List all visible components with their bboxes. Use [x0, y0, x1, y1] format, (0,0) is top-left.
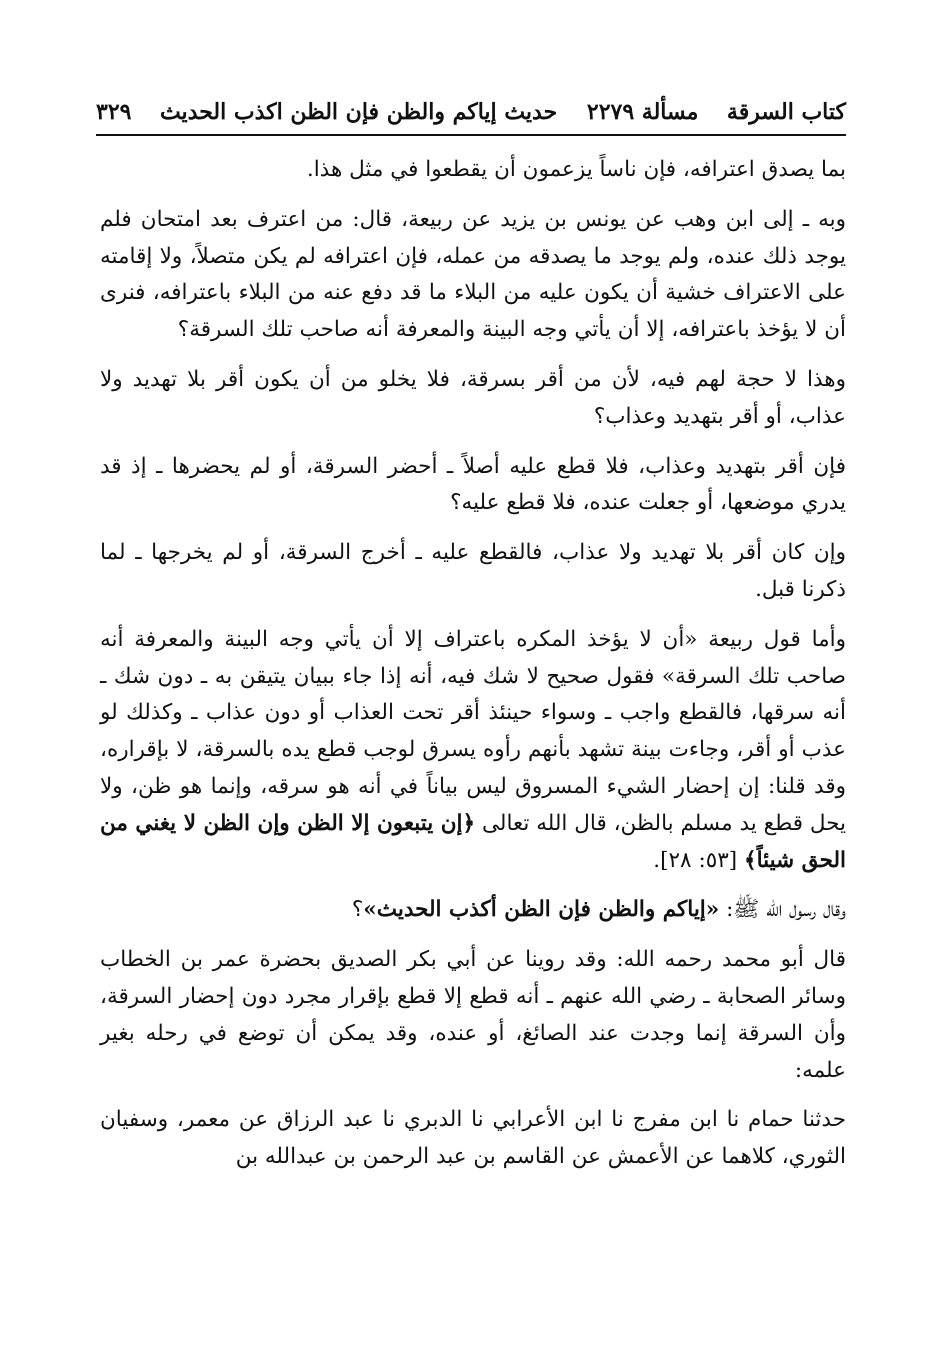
paragraph-text: فإن أقر بتهديد وعذاب، فلا قطع عليه أصلاً ـ أحضر السرقة، أو لم يحضرها ـ إذ قد يدري موضعها، أو جعلت عنده، فلا قطع عليه؟: [100, 453, 846, 516]
paragraph-text: وقال رسول الله ﷺ:: [719, 897, 846, 923]
hadith-title: حديث إياكم والظن فإن الظن اكذب الحديث: [159, 99, 558, 125]
issue-label: مسألة ٢٢٧٩: [586, 99, 699, 125]
paragraph-text: وأما قول ربيعة «أن لا يؤخذ المكره باعتراف إلا أن يأتي وجه البينة والمعرفة أنه صاحب تلك السرقة» فقول صحيح لا شك فيه، أنه إذا جاء ببيان يتيقن به ـ دون شك ـ أنه سرقها، فالقطع واجب ـ وسواء حينئذ أقر تحت العذاب أو دون عذاب ـ وكذلك لو عذب أو أقر، وجاءت بينة تشهد بأنهم رأوه يسرق لوجب قطع يده بالسرقة، لا بإقراره، وقد قلنا: إن إحضار الشيء المسروق ليس بياناً في أنه هو سرقه، وإنما هو ظن، ولا يحل قطع يد مسلم بالظن، قال الله تعالى: [100, 626, 846, 836]
paragraph-text: حدثنا حمام نا ابن مفرج نا ابن الأعرابي نا الدبري نا عبد الرزاق عن معمر، وسفيان الثوري، كلاهما عن الأعمش عن القاسم بن عبد الرحمن بن عبدالله بن: [100, 1107, 846, 1170]
header-rule: [96, 134, 846, 136]
book-title: كتاب السرقة: [726, 99, 846, 125]
running-title: [160, 99, 698, 125]
paragraph-text: بما يصدق اعترافه، فإن ناساً يزعمون أن يقطعوا في مثل هذا.: [306, 157, 846, 182]
paragraph-text: ؟: [351, 897, 364, 923]
paragraph: [100, 942, 846, 1089]
paragraph: [100, 152, 846, 189]
paragraph: [100, 535, 846, 609]
paragraph: [100, 202, 846, 349]
paragraph: [100, 622, 846, 880]
paragraph: [100, 1102, 846, 1176]
paragraph: [100, 892, 846, 929]
quoted-text: «إياكم والظن فإن الظن أكذب الحديث»: [363, 897, 720, 923]
paragraph-text: قال أبو محمد رحمه الله: وقد روينا عن أبي بكر الصديق بحضرة عمر بن الخطاب وسائر الصحابة ـ رضي الله عنهم ـ أنه قطع إلا قطع بإقرار مجرد دون إحضار السرقة، وأن السرقة إنما وجدت عند الصائغ، أو عنده، وقد يمكن أن توضع في رحله بغير علمه:: [100, 947, 846, 1083]
quoted-text: ﴿إن يتبعون إلا الظن وإن الظن لا يغني من الحق شيئاً﴾: [100, 810, 846, 873]
paragraph: [100, 362, 846, 436]
paragraph-text: وهذا لا حجة لهم فيه، لأن من أقر بسرقة، فلا يخلو من أن يكون أقر بلا تهديد ولا عذاب، أو أقر بتهديد وعذاب؟: [100, 366, 846, 429]
page-number: ٣٢٩: [96, 99, 132, 125]
paragraph: [100, 449, 846, 523]
running-head: [96, 92, 846, 132]
paragraph-text: وبه ـ إلى ابن وهب عن يونس بن يزيد عن ربيعة، قال: من اعترف بعد امتحان فلم يوجد ذلك عنده، ولم يوجد ما يصدقه من عمله، فإن اعترافه لم يكن متصلاً، ولا إقامته على الاعتراف خشية أن يكون عليه من البلاء ما قد دفع عنه من البلاء باعترافه، فنرى أن لا يؤخذ باعترافه، إلا أن يأتي وجه البينة والمعرفة أنه صاحب تلك السرقة؟: [100, 206, 846, 343]
paragraph-text: وإن كان أقر بلا تهديد ولا عذاب، فالقطع عليه ـ أخرج السرقة، أو لم يخرجها ـ لما ذكرنا قبل.: [100, 540, 846, 602]
paragraph-text: [٥٣: ٢٨].: [653, 847, 745, 873]
body-text: [100, 152, 846, 1189]
